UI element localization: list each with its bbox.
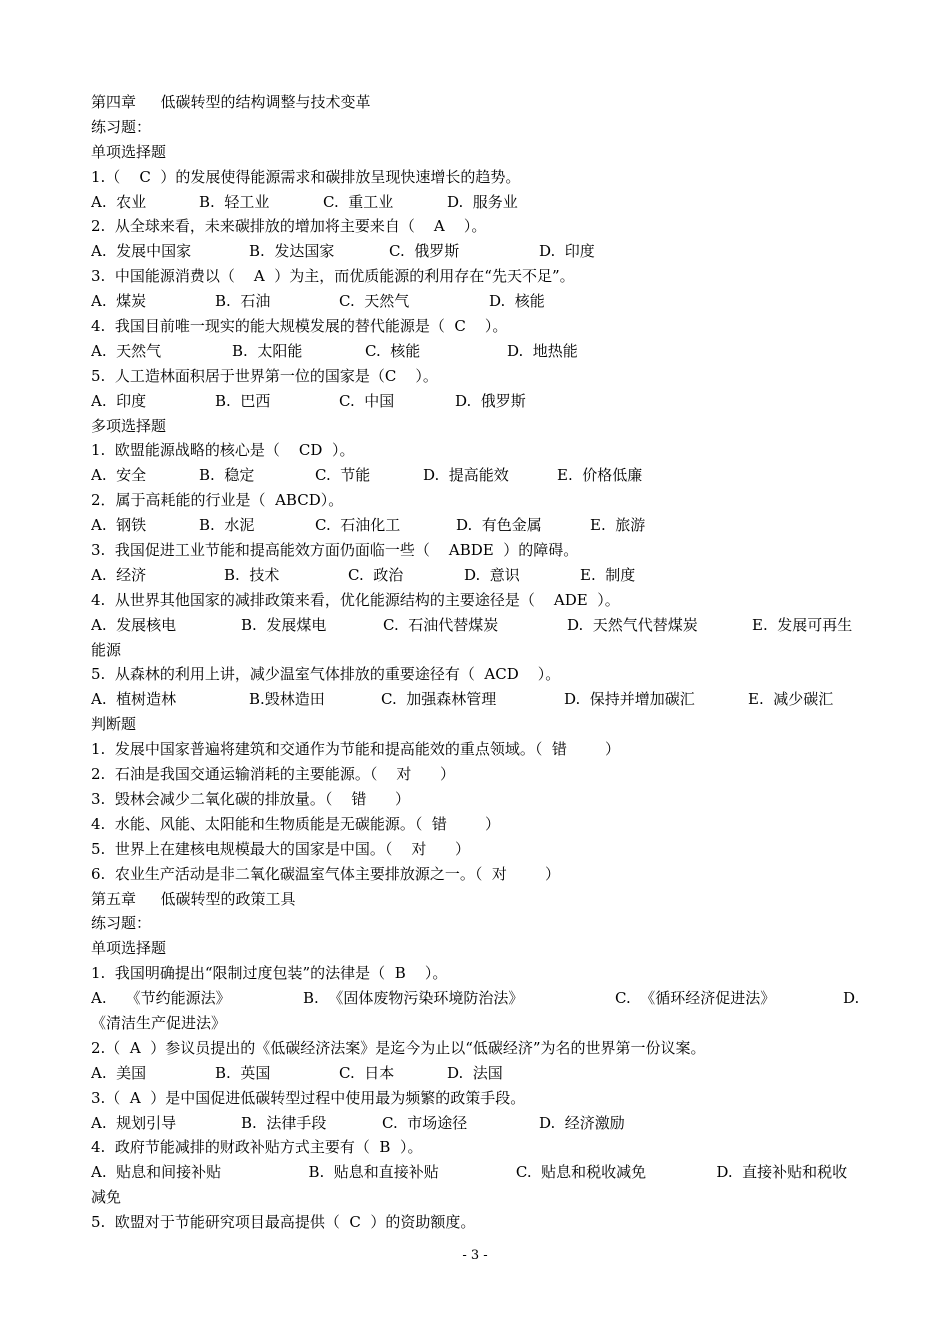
text-line: 4. 从世界其他国家的减排政策来看，优化能源结构的主要途径是（ ADE ）。	[91, 590, 620, 609]
option-item: B. 发达国家	[249, 242, 335, 261]
option-item: C. 日本	[339, 1063, 395, 1082]
option-item: E. 发展可再生	[752, 615, 853, 634]
text-line: 第五章 低碳转型的政策工具	[91, 889, 296, 908]
option-item: C. 加强森林管理	[381, 690, 497, 709]
option-item: A. 经济	[91, 565, 147, 584]
option-item: A. 发展中国家	[91, 242, 192, 261]
text-line: 《清洁生产促进法》	[91, 1013, 227, 1032]
option-item: B. 法律手段	[241, 1113, 327, 1132]
option-item: A. 规划引导	[91, 1113, 177, 1132]
option-item: D. 俄罗斯	[455, 391, 526, 410]
option-item: D. 经济激励	[539, 1113, 625, 1132]
text-line: 1. 我国明确提出“限制过度包装”的法律是（ B ）。	[91, 964, 448, 983]
option-item: B. 巴西	[215, 391, 271, 410]
option-item: C. 石油代替煤炭	[383, 615, 499, 634]
option-item: B. 水泥	[199, 516, 255, 535]
option-item: B.毁林造田	[249, 690, 325, 709]
option-item: C. 石油化工	[315, 516, 401, 535]
option-item: A. 植树造林	[91, 690, 177, 709]
option-row	[91, 389, 866, 414]
option-row	[91, 687, 866, 712]
option-item: D. 直接补贴和税收	[716, 1163, 848, 1182]
text-line: 1.（ C ）的发展使得能源需求和碳排放呈现快速增长的趋势。	[91, 167, 521, 186]
text-line: 第四章 低碳转型的结构调整与技术变革	[91, 93, 371, 111]
option-item: C. 重工业	[323, 192, 394, 211]
text-line: 4. 水能、风能、太阳能和生物质能是无碳能源。（ 错 ）	[91, 814, 501, 833]
option-item: D. 法国	[447, 1063, 503, 1082]
text-line: 3. 我国促进工业节能和提高能效方面仍面临一些（ ABDE ）的障碍。	[91, 541, 579, 560]
text-line: 练习题：	[91, 117, 152, 136]
option-item: D. 有色金属	[456, 516, 542, 535]
text-line: 能源	[91, 640, 122, 659]
option-item: B. 技术	[224, 565, 280, 584]
text-line: 多项选择题	[91, 416, 167, 435]
option-row	[91, 1111, 866, 1136]
text-line: 5. 欧盟对于节能研究项目最高提供（ C ）的资助额度。	[91, 1213, 476, 1232]
document-body	[91, 90, 866, 1235]
option-item: D. 地热能	[507, 341, 578, 360]
option-item: B. 《固体废物污染环境防治法》	[303, 989, 524, 1008]
option-row	[91, 289, 866, 314]
option-row	[91, 563, 866, 588]
option-row	[91, 1160, 866, 1185]
option-row	[91, 190, 866, 215]
option-item: B. 太阳能	[232, 341, 303, 360]
option-item: B. 轻工业	[199, 192, 270, 211]
option-row	[91, 613, 866, 638]
text-line: 4. 我国目前唯一现实的能大规模发展的替代能源是（ C ）。	[91, 317, 508, 336]
option-item: C. 中国	[339, 391, 395, 410]
option-item: D. 保持并增加碳汇	[564, 690, 695, 709]
option-item: D. 印度	[539, 242, 595, 261]
option-row	[91, 986, 866, 1011]
option-item: C. 市场途径	[382, 1113, 468, 1132]
option-item: E. 减少碳汇	[748, 690, 834, 709]
option-row	[91, 339, 866, 364]
option-item: D. 意识	[464, 565, 520, 584]
option-item: C. 天然气	[339, 292, 410, 311]
option-item: A. 钢铁	[91, 516, 147, 535]
option-item: A. 印度	[91, 391, 147, 410]
text-line: 2．属于高耗能的行业是（ ABCD）。	[91, 491, 344, 510]
option-item: C. 俄罗斯	[389, 242, 460, 261]
option-item: A. 美国	[91, 1063, 147, 1082]
text-line: 1. 发展中国家普遍将建筑和交通作为节能和提高能效的重点领域。（ 错 ）	[91, 740, 621, 759]
text-line: 3.（ A ）是中国促进低碳转型过程中使用最为频繁的政策手段。	[91, 1088, 526, 1107]
option-item: B. 稳定	[199, 466, 255, 485]
option-item: A. 农业	[91, 192, 147, 211]
option-row	[91, 1061, 866, 1086]
option-item: C. 核能	[365, 341, 421, 360]
option-item: C. 政治	[348, 565, 404, 584]
option-item: B. 发展煤电	[241, 615, 327, 634]
text-line: 单项选择题	[91, 142, 167, 161]
option-item: D.	[843, 989, 860, 1008]
option-item: A. 《节约能源法》	[91, 989, 231, 1008]
page-number: - 3 -	[462, 1248, 488, 1263]
option-item: D. 服务业	[447, 192, 518, 211]
text-line: 1. 欧盟能源战略的核心是（ CD ）。	[91, 441, 355, 460]
option-row	[91, 513, 866, 538]
text-line: 减免	[91, 1188, 122, 1207]
text-line: 6. 农业生产活动是非二氧化碳温室气体主要排放源之一。（ 对 ）	[91, 864, 561, 883]
text-line: 判断题	[91, 715, 137, 734]
option-item: B. 石油	[215, 292, 271, 311]
text-line: 4. 政府节能减排的财政补贴方式主要有（ B ）。	[91, 1138, 423, 1157]
option-row	[91, 239, 866, 264]
option-item: A. 天然气	[91, 341, 162, 360]
option-item: C. 节能	[315, 466, 371, 485]
text-line: 5. 从森林的利用上讲，减少温室气体排放的重要途径有（ ACD ）。	[91, 665, 561, 684]
text-line: 3. 中国能源消费以（ A ）为主，而优质能源的利用存在“先天不足”。	[91, 267, 575, 286]
option-item: B. 英国	[215, 1063, 271, 1082]
option-item: C. 《循环经济促进法》	[615, 989, 776, 1008]
option-item: C. 贴息和税收减免	[515, 1163, 647, 1182]
text-line: 练习题：	[91, 914, 152, 933]
option-item: B. 贴息和直接补贴	[308, 1163, 439, 1182]
option-item: E. 制度	[580, 565, 636, 584]
option-row	[91, 463, 866, 488]
text-line: 2.（ A ）参议员提出的《低碳经济法案》是迄今为止以“低碳经济”为名的世界第一份议案。	[91, 1038, 706, 1057]
option-item: E. 价格低廉	[557, 466, 643, 485]
text-line: 5. 人工造林面积居于世界第一位的国家是（C ）。	[91, 366, 438, 385]
text-line: 2. 石油是我国交通运输消耗的主要能源。（ 对 ）	[91, 765, 456, 784]
text-line: 单项选择题	[91, 939, 167, 958]
option-item: D. 核能	[489, 292, 545, 311]
text-line: 5. 世界上在建核电规模最大的国家是中国。（ 对 ）	[91, 839, 471, 858]
option-item: A. 发展核电	[91, 615, 177, 634]
option-item: D. 天然气代替煤炭	[567, 615, 698, 634]
option-item: A. 煤炭	[91, 292, 147, 311]
option-item: A. 安全	[91, 466, 147, 485]
text-line: 2. 从全球来看，未来碳排放的增加将主要来自（ A ）。	[91, 217, 487, 236]
text-line: 3. 毁林会减少二氧化碳的排放量。（ 错 ）	[91, 789, 411, 808]
option-item: D. 提高能效	[423, 466, 509, 485]
option-item: A. 贴息和间接补贴	[91, 1163, 222, 1182]
option-item: E. 旅游	[590, 516, 646, 535]
